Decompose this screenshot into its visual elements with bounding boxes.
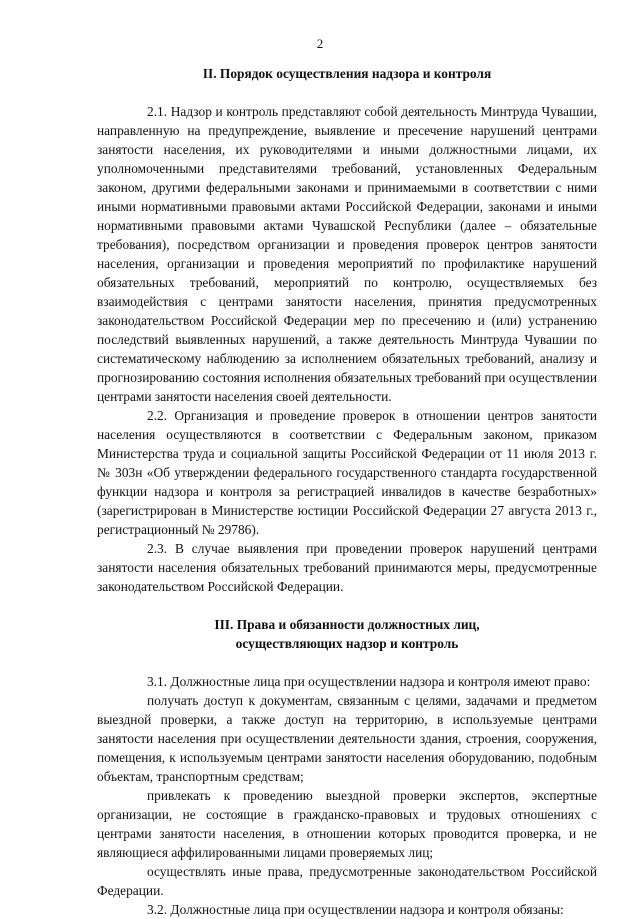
section-3-heading xyxy=(97,615,597,653)
paragraph-2-1: 2.1. Надзор и контроль представляют собой деятельность Минтруда Чувашии, направленную на предупреждение, выявление и пресечение нарушений центрами занятости населения, их руководителями и иными должностными лицами, их уполномоченными представителями требований, установленных Федеральным законом, другими федеральными законами и принимаемыми в соответствии с ними иными нормативными правовыми актами Российской Федерации, законами и иными нормативными правовыми актами Чувашской Республики (далее – обязательные требования), посредством организации и проведения проверок центров занятости населения, организации и проведения мероприятий по профилактике нарушений обязательных требований, мероприятий по контролю, осуществляемых без взаимодействия с центрами занятости населения, принятия предусмотренных законодательством Российской Федерации мер по пресечению и (или) устранению последствий выявленных нарушений, а также деятельность Минтруда Чувашии по систематическому наблюдению за исполнением обязательных требований, анализу и прогнозированию состояния исполнения обязательных требований при осуществлении центрами занятости населения своей деятельности. xyxy=(97,104,597,404)
paragraph-3-1-right-access: получать доступ к документам, связанным с целями, задачами и предметом выездной проверки, а также доступ на территорию, в используемые центрами занятости населения при осуществлении деятельности здания, строения, сооружения, помещения, к используемым центрами занятости населения оборудованию, подобным объектам, транспортным средствам; xyxy=(97,693,597,784)
document-body xyxy=(97,64,597,919)
section-3-heading-line-1: III. Права и обязанности должностных лиц, xyxy=(214,617,480,632)
section-3-heading-line-2: осуществляющих надзор и контроль xyxy=(235,636,459,651)
paragraph-3-2: 3.2. Должностные лица при осуществлении надзора и контроля обязаны: xyxy=(147,902,564,917)
paragraph-2-3: 2.3. В случае выявления при проведении проверок нарушений центрами занятости населения обязательных требований принимаются меры, предусмотренные законодательством Российской Федерации. xyxy=(97,541,597,594)
paragraph-3-1-right-other: осуществлять иные права, предусмотренные законодательством Российской Федерации. xyxy=(97,864,597,898)
paragraph-3-1-right-experts: привлекать к проведению выездной проверки экспертов, экспертные организации, не состоящие в гражданско-правовых и трудовых отношениях с центрами занятости населения, в отношении которых проводится проверка, и не являющиеся аффилированными лицами проверяемых лиц; xyxy=(97,788,597,860)
section-2-heading: II. Порядок осуществления надзора и контроля xyxy=(202,66,492,81)
paragraph-3-1: 3.1. Должностные лица при осуществлении надзора и контроля имеют право: xyxy=(147,674,591,689)
page-number: 2 xyxy=(316,36,324,51)
paragraph-2-2: 2.2. Организация и проведение проверок в отношении центров занятости населения осуществляются в соответствии с Федеральным законом, приказом Министерства труда и социальной защиты Российской Федерации от 11 июля 2013 г. № 303н «Об утверждении федерального государственного стандарта государственной функции надзора и контроля за регистрацией инвалидов в качестве безработных» (зарегистрирован в Министерстве юстиции Российской Федерации 27 августа 2013 г., регистрационный № 29786). xyxy=(97,408,597,537)
